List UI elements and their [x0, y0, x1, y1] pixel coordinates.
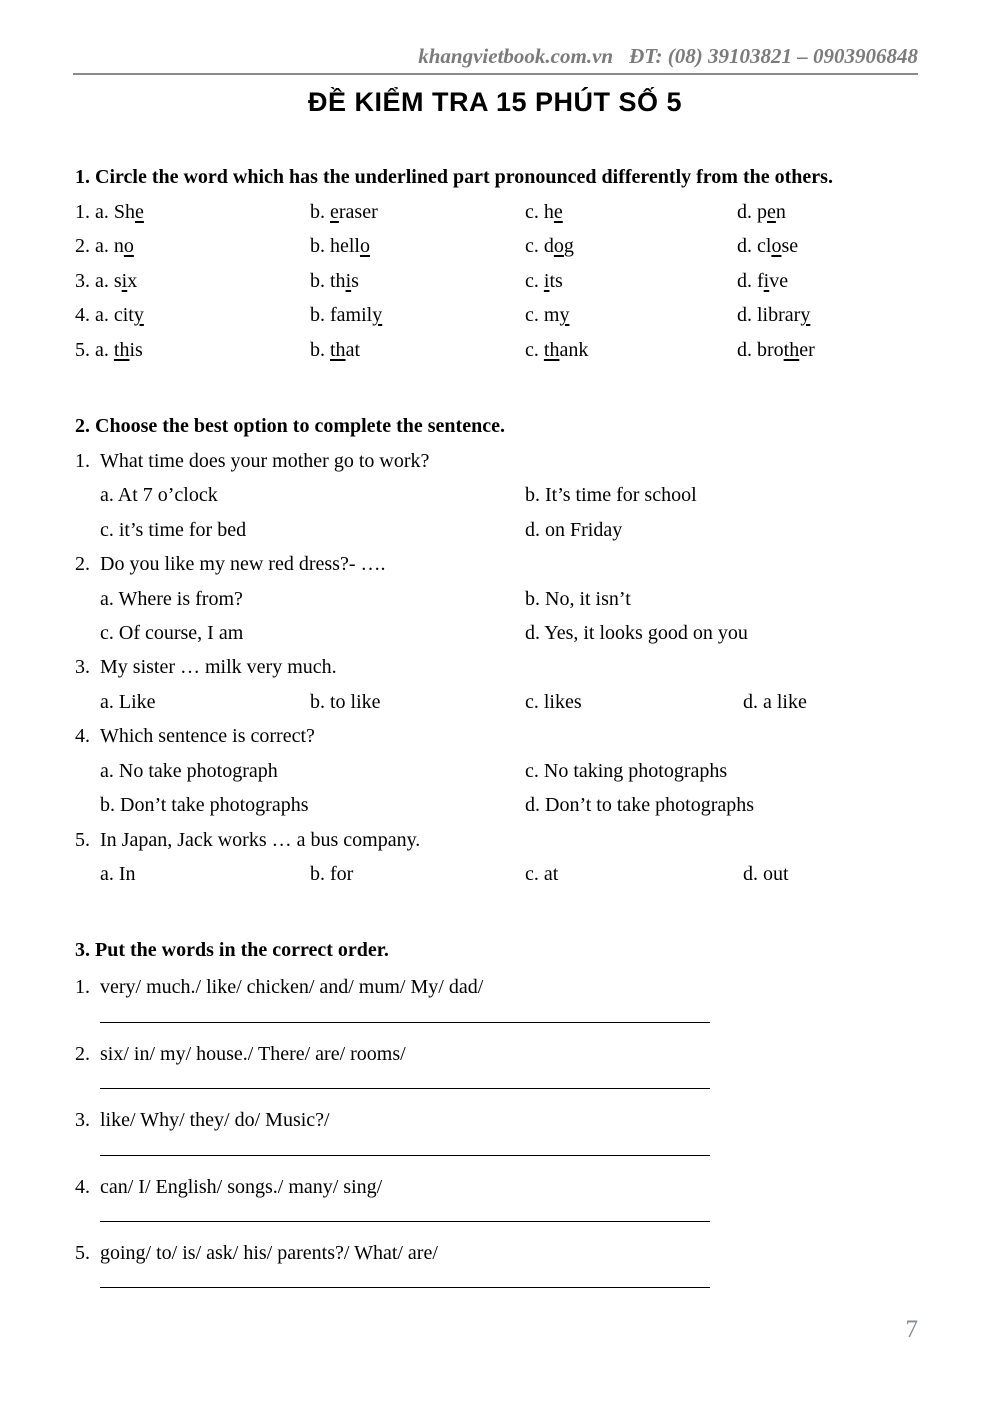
- question-number: 4.: [75, 725, 90, 748]
- word-order-item: [75, 970, 915, 1022]
- answer-writing-line: [100, 1005, 710, 1023]
- scrambled-words: like/ Why/ they/ do/ Music?/: [100, 1109, 330, 1132]
- pronunciation-row: [75, 298, 915, 332]
- question-stem: Do you like my new red dress?- ….: [100, 553, 386, 576]
- pronunciation-option: 3. a. six: [75, 269, 138, 292]
- word-order-text: [75, 1103, 915, 1137]
- answer-option: b. to like: [310, 690, 381, 713]
- question-block: [75, 719, 915, 822]
- worksheet-content: [75, 84, 915, 1302]
- pronunciation-option: b. hello: [310, 235, 370, 258]
- answer-option: d. out: [743, 862, 789, 885]
- question-stem: In Japan, Jack works … a bus company.: [100, 828, 421, 851]
- word-order-item: [75, 1103, 915, 1155]
- underlined-letters: th: [543, 338, 560, 361]
- word-order-item: [75, 1170, 915, 1222]
- pronunciation-option: b. this: [310, 269, 359, 292]
- pronunciation-option: c. my: [525, 304, 570, 327]
- answer-option: b. It’s time for school: [525, 484, 697, 507]
- section1-heading: 1. Circle the word which has the underlined part pronounced differently from the others.: [75, 166, 833, 188]
- question-block: [75, 823, 915, 892]
- underlined-letters: e: [767, 201, 776, 223]
- pronunciation-option: d. library: [737, 304, 811, 327]
- page-header: [73, 44, 918, 69]
- answer-option: d. Yes, it looks good on you: [525, 622, 748, 645]
- question-block: [75, 444, 915, 547]
- underlined-letters: o: [123, 235, 134, 258]
- pronunciation-option: 5. a. this: [75, 338, 143, 361]
- answer-option: d. on Friday: [525, 518, 623, 541]
- underlined-letters: o: [360, 235, 370, 258]
- word-order-item: [75, 1236, 915, 1288]
- pronunciation-option: c. dog: [525, 235, 574, 258]
- answer-option: b. No, it isn’t: [525, 587, 631, 610]
- answer-option: c. Of course, I am: [100, 622, 244, 645]
- scrambled-words: going/ to/ is/ ask/ his/ parents?/ What/ are/: [100, 1241, 438, 1264]
- pronunciation-option: d. pen: [737, 201, 786, 223]
- question-text: [75, 444, 915, 478]
- question-stem: What time does your mother go to work?: [100, 450, 430, 473]
- answer-writing-line: [100, 1071, 710, 1089]
- answer-option: a. Where is from?: [100, 587, 243, 610]
- answer-option: a. In: [100, 862, 136, 885]
- underlined-letters: y: [800, 304, 811, 327]
- question-text: [75, 547, 915, 581]
- pronunciation-option: c. thank: [525, 338, 589, 361]
- underlined-letters: th: [330, 338, 346, 361]
- answer-option: a. Like: [100, 690, 156, 713]
- question-number: 2.: [75, 553, 90, 576]
- section3-heading: 3. Put the words in the correct order.: [75, 939, 389, 962]
- question-block: [75, 650, 915, 719]
- answer-option: d. Don’t to take photographs: [525, 794, 755, 817]
- underlined-letters: e: [330, 201, 339, 223]
- page-title: ĐỀ KIỂM TRA 15 PHÚT SỐ 5: [307, 87, 683, 117]
- pronunciation-option: c. its: [525, 269, 563, 292]
- word-order-text: [75, 1037, 915, 1071]
- pronunciation-option: b. eraser: [310, 201, 378, 223]
- question-block: [75, 547, 915, 650]
- scrambled-words: very/ much./ like/ chicken/ and/ mum/ My/ dad/: [100, 976, 484, 999]
- underlined-letters: th: [783, 338, 800, 361]
- answer-options: [100, 754, 915, 823]
- answer-option: a. At 7 o’clock: [100, 484, 218, 507]
- item-number: 4.: [75, 1175, 90, 1198]
- pronunciation-option: 4. a. city: [75, 304, 144, 327]
- answer-option: b. Don’t take photographs: [100, 794, 309, 817]
- answer-option: b. for: [310, 862, 354, 885]
- word-order-item: [75, 1037, 915, 1089]
- pronunciation-option: 2. a. no: [75, 235, 134, 258]
- pronunciation-option: d. brother: [737, 338, 815, 361]
- answer-option: c. it’s time for bed: [100, 518, 247, 541]
- scrambled-words: can/ I/ English/ songs./ many/ sing/: [100, 1175, 383, 1198]
- question-number: 1.: [75, 450, 90, 473]
- header-phone: ĐT: (08) 39103821 – 0903906848: [629, 44, 918, 68]
- question-text: [75, 650, 915, 684]
- question-number: 3.: [75, 656, 90, 679]
- underlined-letters: i: [345, 269, 352, 292]
- page-number: 7: [905, 1316, 918, 1343]
- underlined-letters: y: [372, 304, 383, 327]
- pronunciation-table: [75, 195, 915, 367]
- pronunciation-option: c. he: [525, 201, 563, 223]
- underlined-letters: o: [553, 235, 564, 258]
- underlined-letters: y: [559, 304, 570, 327]
- scrambled-words: six/ in/ my/ house./ There/ are/ rooms/: [100, 1042, 406, 1065]
- underlined-letters: o: [771, 235, 782, 258]
- question-stem: My sister … milk very much.: [100, 656, 337, 679]
- answer-writing-line: [100, 1270, 710, 1288]
- pronunciation-option: b. that: [310, 338, 360, 361]
- underlined-letters: i: [543, 269, 550, 292]
- item-number: 3.: [75, 1109, 90, 1132]
- item-number: 2.: [75, 1042, 90, 1065]
- multiple-choice-questions: [75, 444, 915, 891]
- question-text: [75, 719, 915, 753]
- answer-options: [100, 857, 915, 891]
- answer-option: c. No taking photographs: [525, 759, 728, 782]
- question-number: 5.: [75, 828, 90, 851]
- underlined-letters: y: [133, 304, 144, 327]
- answer-option: d. a like: [743, 690, 807, 713]
- section2-heading: 2. Choose the best option to complete the sentence.: [75, 415, 505, 438]
- word-order-text: [75, 1236, 915, 1270]
- answer-option: c. likes: [525, 690, 582, 713]
- pronunciation-row: [75, 333, 915, 367]
- pronunciation-row: [75, 264, 915, 298]
- answer-options: [100, 582, 915, 651]
- answer-option: c. at: [525, 862, 559, 885]
- word-order-items: [75, 970, 915, 1288]
- underlined-letters: i: [121, 269, 128, 292]
- word-order-text: [75, 970, 915, 1004]
- answer-writing-line: [100, 1204, 710, 1222]
- answer-options: [100, 478, 915, 547]
- question-text: [75, 823, 915, 857]
- pronunciation-option: b. family: [310, 304, 383, 327]
- underlined-letters: e: [135, 201, 144, 223]
- answer-option: a. No take photograph: [100, 759, 278, 782]
- underlined-letters: i: [763, 269, 770, 292]
- answer-writing-line: [100, 1138, 710, 1156]
- item-number: 5.: [75, 1241, 90, 1264]
- pronunciation-option: d. close: [737, 235, 799, 258]
- underlined-letters: th: [113, 338, 130, 361]
- pronunciation-row: [75, 195, 915, 229]
- word-order-text: [75, 1170, 915, 1204]
- question-stem: Which sentence is correct?: [100, 725, 315, 748]
- header-site-url: khangvietbook.com.vn: [418, 44, 614, 68]
- pronunciation-option: d. five: [737, 269, 789, 292]
- underlined-letters: e: [553, 201, 563, 223]
- header-divider: [73, 73, 918, 75]
- pronunciation-row: [75, 229, 915, 263]
- item-number: 1.: [75, 976, 90, 999]
- pronunciation-option: 1. a. She: [75, 201, 144, 223]
- answer-options: [100, 685, 915, 719]
